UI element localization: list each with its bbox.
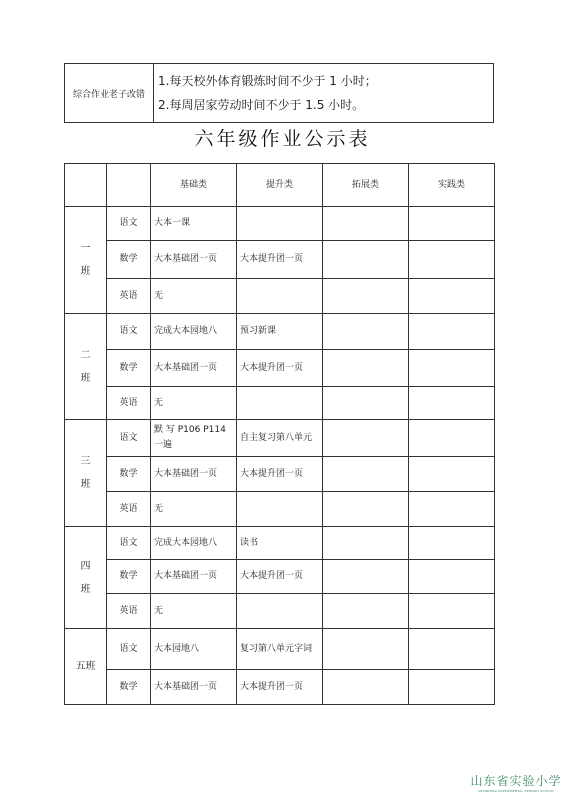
header-cell: 提升类 (237, 164, 323, 207)
subject-cell: 语文 (107, 207, 151, 241)
improve-cell: 大本提升团一页 (237, 457, 323, 492)
table-row (65, 670, 495, 705)
header-cell (107, 164, 151, 207)
table-row (65, 594, 495, 629)
table-row (65, 387, 495, 420)
table-body (65, 207, 495, 705)
school-logo (470, 772, 562, 793)
improve-cell: 复习第八单元字词 (237, 629, 323, 670)
table-row (65, 420, 495, 457)
improve-cell: 大本提升团一页 (237, 241, 323, 279)
basic-cell: 完成大本园地八 (151, 314, 237, 350)
subject-cell: 英语 (107, 492, 151, 527)
extend-cell (323, 387, 409, 420)
subject-cell: 数学 (107, 560, 151, 594)
extend-cell (323, 670, 409, 705)
table-row (65, 350, 495, 387)
class-name-part: 班 (80, 479, 91, 490)
class-name-part: 四 (80, 560, 91, 572)
subject-cell: 数学 (107, 457, 151, 492)
practice-cell (409, 350, 495, 387)
table-row (65, 457, 495, 492)
subject-cell: 语文 (107, 420, 151, 457)
practice-cell (409, 279, 495, 314)
practice-cell (409, 560, 495, 594)
header-cell: 基础类 (151, 164, 237, 207)
improve-cell (237, 207, 323, 241)
basic-cell: 大本基础团一页 (151, 670, 237, 705)
improve-cell: 大本提升团一页 (237, 350, 323, 387)
class-cell (65, 527, 107, 629)
table-row (65, 527, 495, 560)
practice-cell (409, 594, 495, 629)
practice-cell (409, 241, 495, 279)
basic-cell: 大本基础团一页 (151, 241, 237, 279)
improve-cell: 读书 (237, 527, 323, 560)
basic-cell: 大本基础团一页 (151, 560, 237, 594)
class-cell (65, 207, 107, 314)
subject-cell: 英语 (107, 279, 151, 314)
top-table (64, 63, 494, 123)
extend-cell (323, 314, 409, 350)
basic-cell: 无 (151, 387, 237, 420)
class-cell (65, 420, 107, 527)
practice-cell (409, 492, 495, 527)
header-cell (65, 164, 107, 207)
top-table-label: 综合作业老子改错 (65, 64, 154, 123)
basic-cell: 完成大本园地八 (151, 527, 237, 560)
header-cell: 拓展类 (323, 164, 409, 207)
basic-cell: 无 (151, 492, 237, 527)
rule-line-1: 1.每天校外体育锻炼时间不少于 1 小时； (158, 74, 377, 88)
extend-cell (323, 492, 409, 527)
table-row (65, 279, 495, 314)
improve-cell: 大本提升团一页 (237, 670, 323, 705)
class-cell (65, 314, 107, 420)
class-name-part: 班 (80, 583, 91, 595)
top-table-content (154, 64, 494, 123)
extend-cell (323, 560, 409, 594)
basic-cell: 默 写 P106 P114 一遍 (151, 420, 237, 457)
extend-cell (323, 207, 409, 241)
subject-cell: 语文 (107, 629, 151, 670)
practice-cell (409, 420, 495, 457)
basic-cell: 大本一课 (151, 207, 237, 241)
basic-cell: 大本园地八 (151, 629, 237, 670)
subject-cell: 语文 (107, 314, 151, 350)
extend-cell (323, 527, 409, 560)
basic-cell: 无 (151, 279, 237, 314)
subject-cell: 数学 (107, 241, 151, 279)
rule-line-2: 2.每周居家劳动时间不少于 1.5 小时。 (158, 98, 365, 112)
extend-cell (323, 279, 409, 314)
improve-cell (237, 279, 323, 314)
logo-text: 山东省实验小学 (470, 774, 562, 788)
header-cell: 实践类 (409, 164, 495, 207)
basic-cell: 大本基础团一页 (151, 350, 237, 387)
header-row (65, 164, 495, 207)
logo-subtext: SHANDONG EXPERIMENTAL PRIMARY SCHOOL (477, 789, 555, 793)
extend-cell (323, 241, 409, 279)
subject-cell: 数学 (107, 670, 151, 705)
class-name-part: 一 (80, 243, 91, 254)
practice-cell (409, 670, 495, 705)
improve-cell (237, 492, 323, 527)
table-row (65, 560, 495, 594)
improve-cell: 大本提升团一页 (237, 560, 323, 594)
class-name-part: 五班 (75, 661, 96, 672)
practice-cell (409, 457, 495, 492)
subject-cell: 英语 (107, 387, 151, 420)
table-row (65, 314, 495, 350)
page-title: 六年级作业公示表 (194, 128, 371, 150)
subject-cell: 数学 (107, 350, 151, 387)
improve-cell (237, 387, 323, 420)
basic-cell: 无 (151, 594, 237, 629)
basic-cell: 大本基础团一页 (151, 457, 237, 492)
extend-cell (323, 420, 409, 457)
extend-cell (323, 350, 409, 387)
class-name-part: 三 (80, 456, 91, 467)
table-row (65, 629, 495, 670)
practice-cell (409, 314, 495, 350)
table-row (65, 207, 495, 241)
practice-cell (409, 387, 495, 420)
class-name-part: 班 (80, 372, 91, 384)
subject-cell: 语文 (107, 527, 151, 560)
table-row (65, 492, 495, 527)
class-name-part: 班 (80, 266, 91, 277)
class-name-part: 二 (80, 349, 91, 361)
extend-cell (323, 457, 409, 492)
improve-cell: 预习新课 (237, 314, 323, 350)
practice-cell (409, 207, 495, 241)
subject-cell: 英语 (107, 594, 151, 629)
extend-cell (323, 629, 409, 670)
homework-table (64, 163, 495, 705)
class-cell (65, 629, 107, 705)
improve-cell: 自主复习第八单元 (237, 420, 323, 457)
practice-cell (409, 629, 495, 670)
improve-cell (237, 594, 323, 629)
table-row (65, 241, 495, 279)
extend-cell (323, 594, 409, 629)
practice-cell (409, 527, 495, 560)
